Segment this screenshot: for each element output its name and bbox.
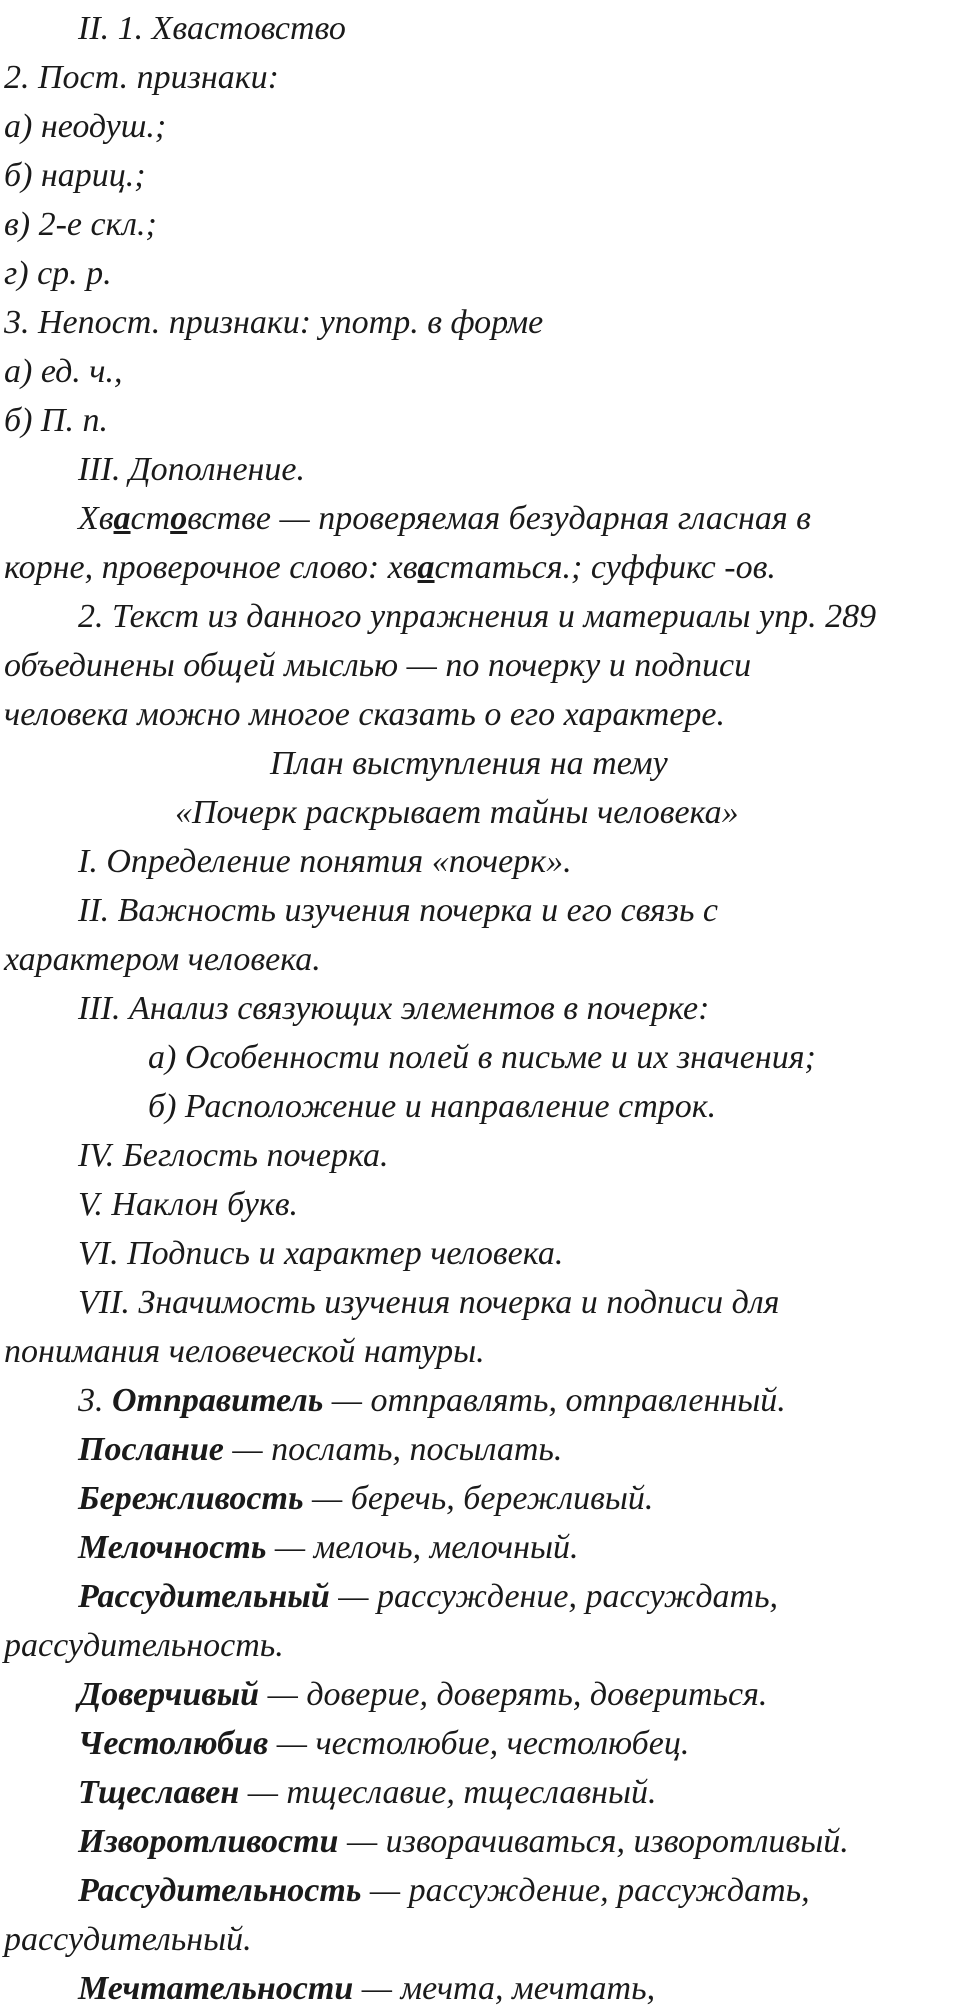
entry-derivatives: — тщеславие, тщеславный. <box>239 1774 657 1811</box>
stressed-vowel: а <box>417 549 435 586</box>
text-line: 2. Пост. признаки: <box>4 59 279 96</box>
entry-word: Мелочность <box>78 1529 267 1566</box>
text-line: 2. Текст из данного упражнения и материалы упр. 289 <box>78 598 877 635</box>
word-entry <box>0 1572 960 1621</box>
entry-word: Рассудительность <box>78 1872 362 1909</box>
text-line: II. 1. Хвастовство <box>78 10 346 47</box>
entry-derivatives: — послать, посылать. <box>223 1431 563 1468</box>
stressed-vowel: о <box>170 500 188 537</box>
plan-item: IV. Беглость почерка. <box>78 1137 389 1174</box>
stressed-vowel: а <box>113 500 131 537</box>
text-fragment: Хв <box>78 500 114 537</box>
text-line: а) неодуш.; <box>4 108 167 145</box>
text-fragment: встве — проверяемая безударная гласная в <box>187 500 811 537</box>
text-fragment: статься.; суффикс -ов. <box>434 549 776 586</box>
word-entry <box>0 1425 960 1474</box>
text-line <box>0 494 960 543</box>
plan-item: II. Важность изучения почерка и его связь с <box>78 892 719 929</box>
text-line: б) нариц.; <box>4 157 146 194</box>
word-entry <box>0 1866 960 1915</box>
entry-derivatives: — изворачиваться, изворотливый. <box>338 1823 849 1860</box>
entry-derivatives: — рассуждение, рассуждать, <box>361 1872 810 1909</box>
entry-word: Рассудительный <box>78 1578 330 1615</box>
word-entry <box>0 1376 960 1425</box>
text-line: б) П. п. <box>4 402 108 439</box>
text-line: в) 2-е скл.; <box>4 206 157 243</box>
entry-derivatives: — отправлять, отправленный. <box>323 1382 786 1419</box>
plan-title: «Почерк раскрывает тайны человека» <box>175 794 739 831</box>
text-line <box>0 543 960 592</box>
text-fragment: корне, проверочное слово: хв <box>4 549 418 586</box>
entry-derivatives: — рассуждение, рассуждать, <box>329 1578 779 1615</box>
text-line: а) ед. ч., <box>4 353 123 390</box>
entry-word: Тщеславен <box>78 1774 240 1811</box>
text-line: III. Дополнение. <box>78 451 305 488</box>
word-entry <box>0 1523 960 1572</box>
text-line: 3. Непост. признаки: употр. в форме <box>4 304 544 341</box>
plan-item: VI. Подпись и характер человека. <box>78 1235 564 1272</box>
entry-word: Мечтательности <box>78 1970 354 2007</box>
word-entry <box>0 1817 960 1866</box>
entry-derivatives: — мелочь, мелочный. <box>266 1529 579 1566</box>
entry-derivatives: — беречь, бережливый. <box>303 1480 654 1517</box>
text-fragment: ст <box>130 500 171 537</box>
entry-derivatives: — честолюбие, честолюбец. <box>268 1725 690 1762</box>
entry-word: Послание <box>78 1431 224 1468</box>
text-line: рассудительность. <box>4 1627 284 1664</box>
word-entry <box>0 1964 960 2013</box>
entry-derivatives: — мечта, мечтать, <box>353 1970 656 2007</box>
plan-item: I. Определение понятия «почерк». <box>78 843 572 880</box>
text-line: характером человека. <box>4 941 321 978</box>
entry-word: Доверчивый <box>78 1676 260 1713</box>
word-entry <box>0 1768 960 1817</box>
plan-subitem: а) Особенности полей в письме и их значения; <box>148 1039 816 1076</box>
word-entry <box>0 1474 960 1523</box>
text-line: объединены общей мыслью — по почерку и подписи <box>4 647 752 684</box>
word-entry <box>0 1670 960 1719</box>
plan-item: V. Наклон букв. <box>78 1186 299 1223</box>
plan-subitem: б) Расположение и направление строк. <box>148 1088 717 1125</box>
text-line: г) ср. р. <box>4 255 112 292</box>
entry-word: Изворотливости <box>78 1823 339 1860</box>
text-line: рассудительный. <box>4 1921 252 1958</box>
entry-word: Бережливость <box>78 1480 304 1517</box>
text-line: человека можно многое сказать о его характере. <box>4 696 726 733</box>
text-line: понимания человеческой натуры. <box>4 1333 485 1370</box>
text-fragment: 3. <box>78 1382 112 1419</box>
entry-word: Честолюбив <box>78 1725 269 1762</box>
entry-word: Отправитель <box>112 1382 324 1419</box>
word-entry <box>0 1719 960 1768</box>
plan-item: III. Анализ связующих элементов в почерке: <box>78 990 710 1027</box>
plan-heading: План выступления на тему <box>270 745 668 782</box>
entry-derivatives: — доверие, доверять, довериться. <box>259 1676 768 1713</box>
plan-item: VII. Значимость изучения почерка и подписи для <box>78 1284 780 1321</box>
